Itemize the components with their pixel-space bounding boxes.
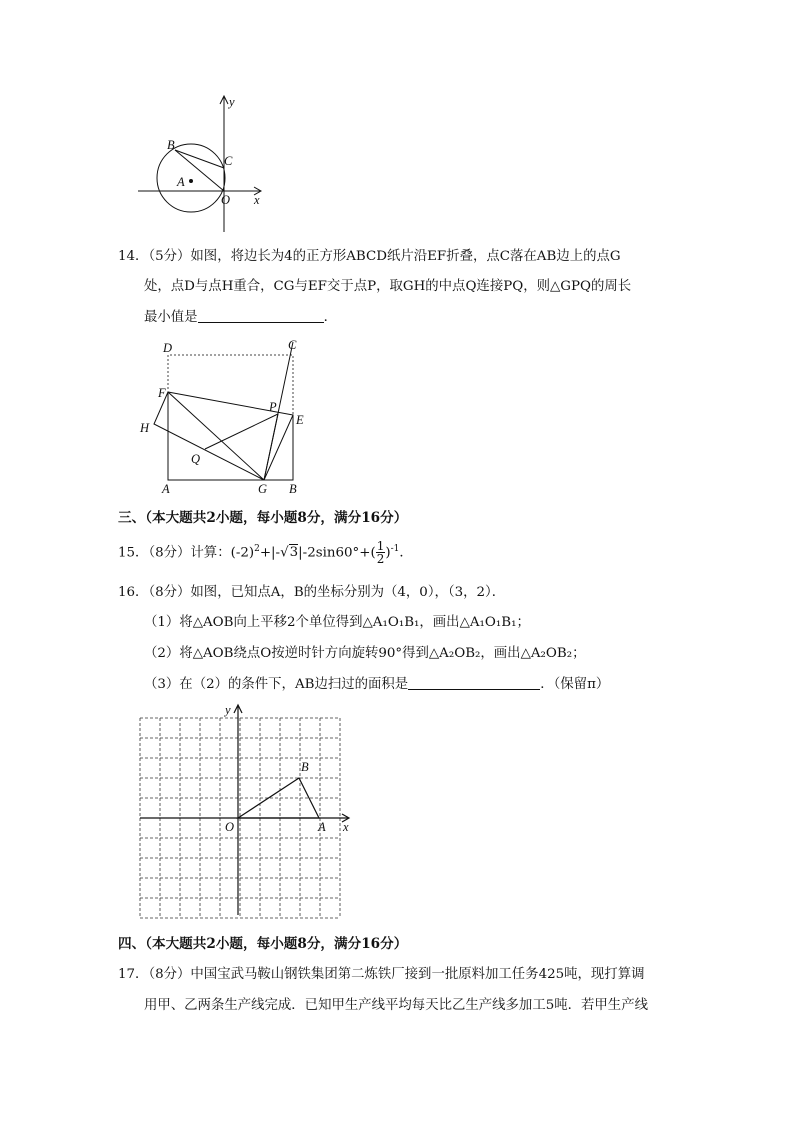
q17-line1: 17．（8分）中国宝武马鞍山钢铁集团第二炼铁厂接到一批原料加工任务425吨，现打算调 (118, 967, 645, 982)
label-H: H (140, 421, 150, 435)
label-y: y (225, 703, 231, 717)
center-dot (189, 179, 193, 183)
label-P: P (269, 400, 277, 414)
q14-line1: 14．（5分）如图，将边长为4的正方形ABCD纸片沿EF折叠，点C落在AB边上的点G (118, 249, 621, 264)
q14-answer-suffix: ． (323, 310, 337, 325)
label-A: A (177, 175, 185, 189)
figure-coordinate-grid (130, 700, 355, 920)
label-G: G (258, 482, 268, 496)
q14-line2: 处，点D与点H重合，CG与EF交于点P，取GH的中点Q连接PQ，则△GPQ的周长 (144, 279, 632, 294)
q15-line (118, 539, 413, 565)
q14-answer-prefix: 最小值是 (144, 310, 198, 325)
q15-base: (-2) (230, 545, 255, 561)
label-A: A (318, 820, 326, 834)
q15-radicand: 3 (289, 545, 299, 561)
label-x: x (343, 820, 349, 834)
figure-folded-square (130, 335, 320, 500)
q16-part3-prefix: （3）在（2）的条件下，AB边扫过的面积是 (144, 677, 409, 692)
label-C: C (224, 154, 233, 168)
q15-exp: 2 (254, 544, 260, 554)
q15-prefix: 15．（8分）计算： (118, 545, 231, 561)
q15-abs-right: |-2sin60°+( (298, 545, 376, 561)
q16-answer-blank[interactable] (408, 675, 540, 690)
label-A: A (162, 482, 170, 496)
label-D: D (163, 341, 173, 355)
frac-denominator: 2 (376, 552, 385, 567)
q16-part3-suffix: ．（保留π） (540, 677, 610, 692)
section3-heading: 三、（本大题共2小题，每小题8分，满分16分） (118, 510, 408, 526)
q15-neg-exp: -1 (390, 544, 400, 554)
q17-line2: 用甲、乙两条生产线完成．已知甲生产线平均每天比乙生产线多加工5吨．若甲生产线 (144, 998, 648, 1013)
label-O: O (225, 820, 235, 834)
q16-part3 (144, 675, 609, 695)
q14-answer-blank[interactable] (198, 308, 324, 323)
q15-abs-left: +|- (259, 545, 281, 561)
label-O: O (221, 193, 231, 207)
segment-QP (205, 414, 278, 449)
label-Q: Q (191, 452, 201, 466)
label-B: B (289, 482, 297, 496)
chord-BC (175, 150, 224, 168)
folded-part-FHG (154, 392, 264, 480)
figure-circle-axes (130, 92, 270, 237)
label-y: y (229, 95, 235, 109)
label-B: B (167, 138, 175, 152)
q16-part2: （2）将△AOB绕点O按逆时针方向旋转90°得到△A₂OB₂，画出△A₂OB₂； (144, 646, 586, 661)
q16-part1: （1）将△AOB向上平移2个单位得到△A₁O₁B₁，画出△A₁O₁B₁； (144, 615, 530, 630)
segment-GP (264, 414, 278, 480)
label-F: F (158, 386, 166, 400)
label-E: E (296, 413, 304, 427)
q14-line3 (144, 308, 337, 328)
q16-stem: 16．（8分）如图，已知点A，B的坐标分别为（4，0），（3，2）． (118, 585, 506, 600)
label-x: x (254, 193, 260, 207)
q15-fraction (376, 540, 386, 565)
frac-numerator: 1 (376, 539, 385, 554)
label-B: B (301, 760, 309, 774)
circle-A (157, 144, 225, 212)
q15-end: ． (399, 545, 413, 561)
section4-heading: 四、（本大题共2小题，每小题8分，满分16分） (118, 936, 408, 952)
sqrt-sign: √ (280, 545, 289, 561)
label-C: C (288, 338, 297, 352)
q15-close: ) (385, 545, 391, 561)
